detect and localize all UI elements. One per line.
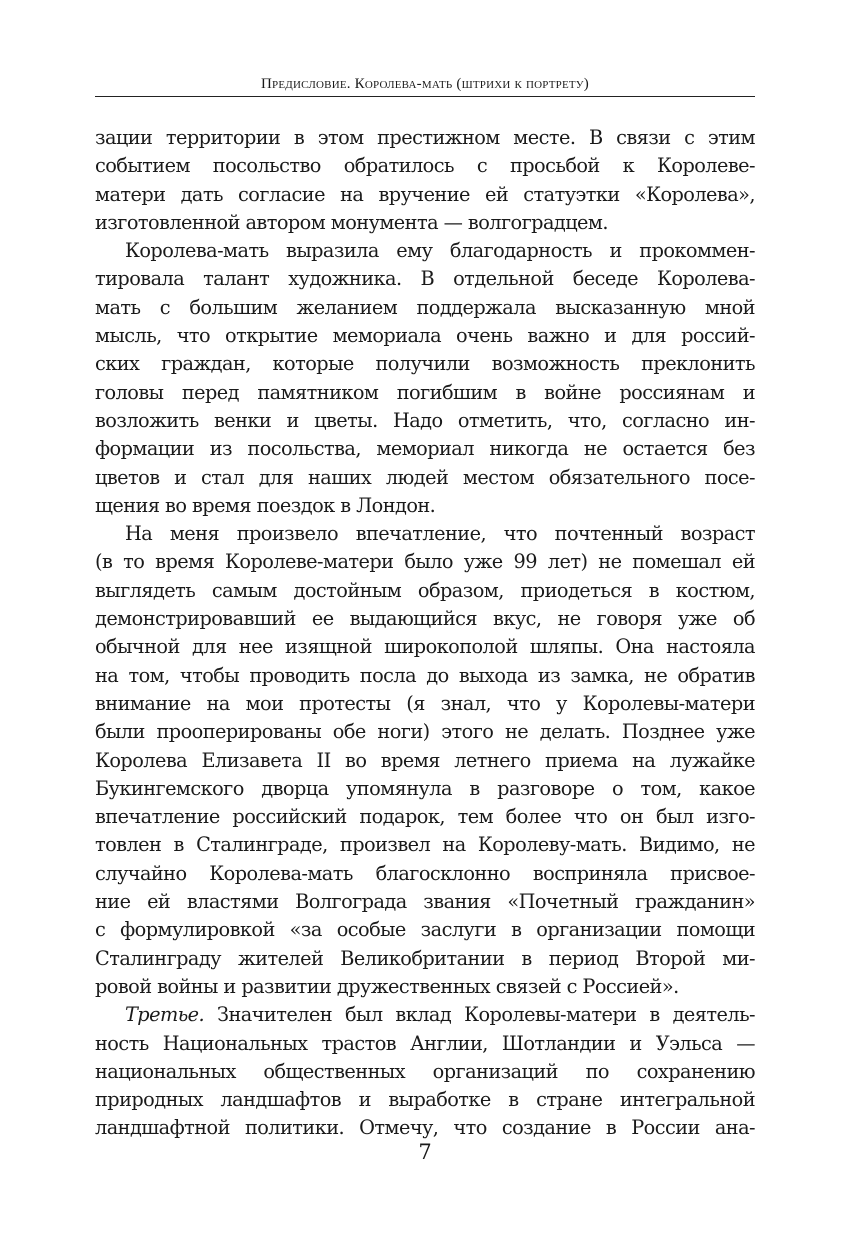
text-line: изготовленной автором монумента — волгоградцем. xyxy=(95,210,608,234)
text-line: зации территории в этом престижном месте. В связи с этим xyxy=(95,126,755,149)
text-line: Сталинграду жителей Великобритании в период Второй ми- xyxy=(95,946,755,970)
page-number: 7 xyxy=(418,1140,432,1164)
header-rule xyxy=(95,96,755,97)
text-line: выглядеть самым достойным образом, приодеться в костюм, xyxy=(95,578,755,602)
text-line: впечатление российский подарок, тем более что он был изго- xyxy=(95,805,755,829)
paragraph xyxy=(95,124,755,237)
text-line: обычной для нее изящной широкополой шляпы. Она настояла xyxy=(95,635,755,659)
text-line: На меня произвело впечатление, что почтенный возраст xyxy=(125,522,755,546)
text-line-lead xyxy=(95,1001,755,1029)
text-line: с формулировкой «за особые заслуги в организации помощи xyxy=(95,918,755,942)
text-line: возложить венки и цветы. Надо отметить, что, согласно ин- xyxy=(95,408,755,432)
text-line: событием посольство обратилось с просьбой к Королеве- xyxy=(95,154,755,178)
text-line: тировала талант художника. В отдельной беседе Королева- xyxy=(95,267,755,291)
text-line: ние ей властями Волгограда звания «Почетный гражданин» xyxy=(95,890,755,914)
text-line: демонстрировавший ее выдающийся вкус, не говоря уже об xyxy=(95,607,755,631)
text-line: мать с большим желанием поддержала высказанную мной xyxy=(95,295,755,319)
text-line: мысль, что открытие мемориала очень важно и для россий- xyxy=(95,324,755,348)
text-line: головы перед памятником погибшим в войне россиянам и xyxy=(95,380,755,404)
text-body xyxy=(95,124,755,1143)
text-line: ландшафтной политики. Отмечу, что создание в России ана- xyxy=(95,1116,755,1140)
text-line: щения во время поездок в Лондон. xyxy=(95,493,436,517)
text-line: национальных общественных организаций по сохранению xyxy=(95,1059,755,1083)
text-line: ских граждан, которые получили возможность преклонить xyxy=(95,352,755,376)
running-header: Предисловие. Королева-мать (штрихи к портрету) xyxy=(261,76,589,92)
text-line: ровой войны и развитии дружественных связей с Россией». xyxy=(95,974,679,998)
text-line: матери дать согласие на вручение ей статуэтки «Королева», xyxy=(95,182,755,206)
text-line: цветов и стал для наших людей местом обязательного посе- xyxy=(95,465,755,489)
text-line: Королева-мать выразила ему благодарность и прокоммен- xyxy=(125,239,755,263)
text-line: были прооперированы обе ноги) этого не делать. Позднее уже xyxy=(95,720,755,744)
text-line: формации из посольства, мемориал никогда не остается без xyxy=(95,437,755,461)
italic-lead: Третье. xyxy=(125,1003,205,1027)
text-line-rest: Значителен был вклад Королевы-матери в деятель- xyxy=(204,1003,755,1027)
text-line: случайно Королева-мать благосклонно восприняла присвое- xyxy=(95,861,755,885)
paragraph xyxy=(95,520,755,1001)
paragraph xyxy=(95,237,755,520)
text-line: товлен в Сталинграде, произвел на Королеву-мать. Видимо, не xyxy=(95,833,755,857)
paragraph xyxy=(95,1001,755,1142)
text-line: на том, чтобы проводить посла до выхода из замка, не обратив xyxy=(95,663,755,687)
text-line: Королева Елизавета II во время летнего приема на лужайке xyxy=(95,748,755,772)
text-line: внимание на мои протесты (я знал, что у Королевы-матери xyxy=(95,691,755,715)
text-line: ность Национальных трастов Англии, Шотландии и Уэльса — xyxy=(95,1031,755,1055)
text-line: Букингемского дворца упомянула в разговоре о том, какое xyxy=(95,776,755,800)
text-line: природных ландшафтов и выработке в стране интегральной xyxy=(95,1088,755,1112)
text-line: (в то время Королеве-матери было уже 99 лет) не помешал ей xyxy=(95,550,755,574)
